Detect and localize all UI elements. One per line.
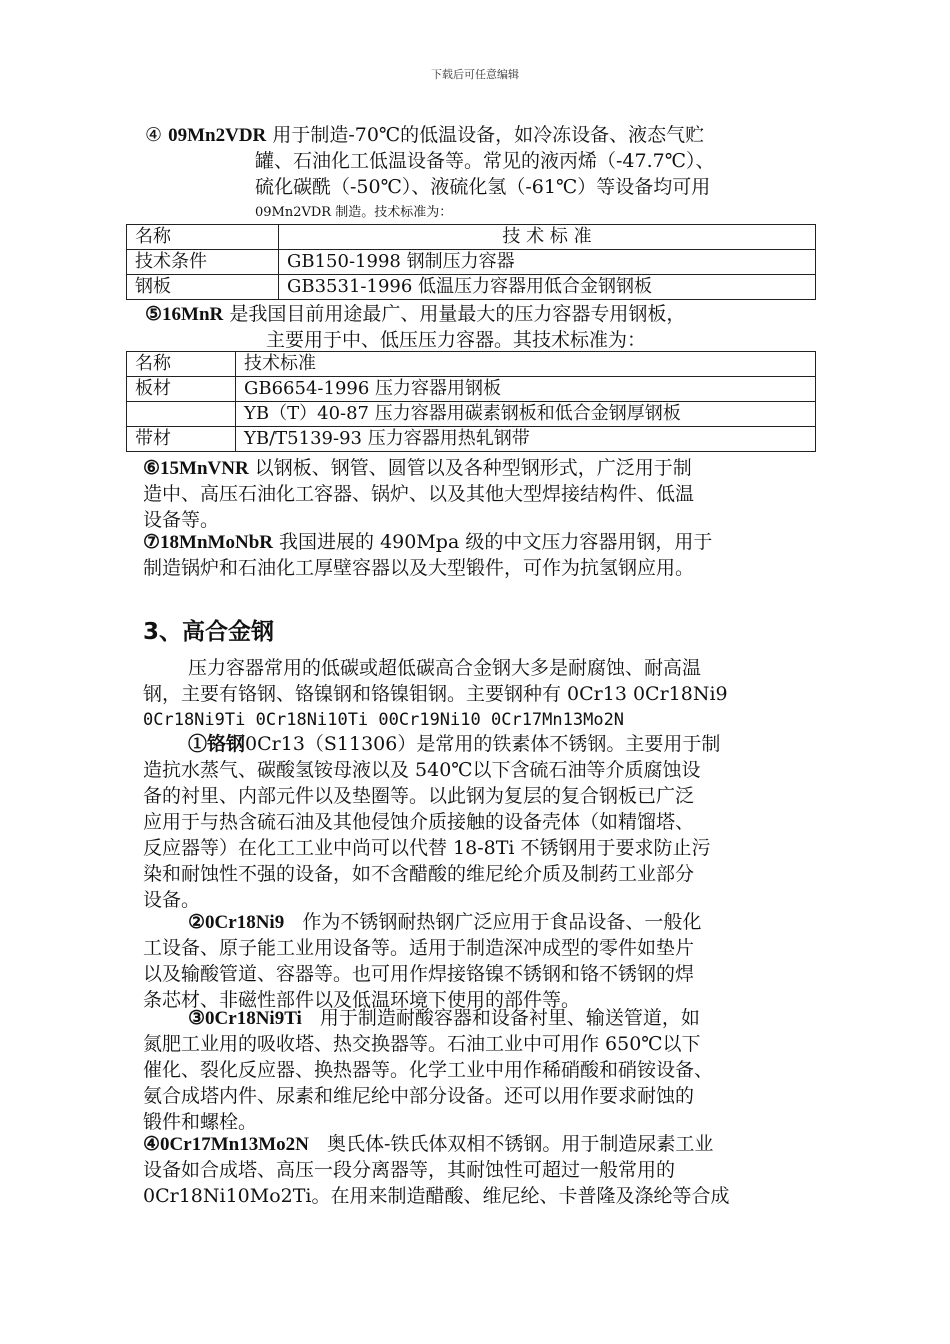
s1-line5: 反应器等）在化工工业中尚可以代替 18-8Ti 不锈钢用于要求防止污 bbox=[143, 837, 711, 859]
standards-table-2 bbox=[126, 351, 816, 452]
s3-line5: 锻件和螺栓。 bbox=[143, 1111, 258, 1133]
item6-line1 bbox=[143, 456, 692, 481]
item5-code: ⑤16MnR bbox=[145, 304, 224, 325]
table-cell: YB/T5139-93 压力容器用热轧钢带 bbox=[236, 427, 816, 452]
s3-line1 bbox=[188, 1006, 700, 1031]
s1-line7: 设备。 bbox=[143, 889, 201, 911]
s4-line2: 设备如合成塔、高压一段分离器等，其耐蚀性可超过一般常用的 bbox=[143, 1159, 676, 1181]
s3-line4: 氨合成塔内件、尿素和维尼纶中部分设备。还可以用作要求耐蚀的 bbox=[143, 1085, 695, 1107]
s3-line3: 催化、裂化反应器、换热器等。化学工业中用作稀硝酸和硝铵设备、 bbox=[143, 1059, 714, 1081]
table-cell: YB（T）40-87 压力容器用碳素钢板和低合金钢厚钢板 bbox=[236, 402, 816, 427]
item4-line1 bbox=[145, 123, 704, 148]
para1-line2: 钢，主要有铬钢、铬镍钢和铬镍钼钢。主要钢种有 0Cr13 0Cr18Ni9 bbox=[143, 683, 728, 705]
item4-num: ④ bbox=[145, 124, 163, 146]
para1-line3: 0Cr18Ni9Ti 0Cr18Ni10Ti 00Cr19Ni10 0Cr17Mn13Mo2N bbox=[143, 710, 625, 730]
table-cell: 技术条件 bbox=[127, 250, 279, 275]
s2-line2: 工设备、原子能工业用设备等。适用于制造深冲成型的零件如垫片 bbox=[143, 937, 695, 959]
s1-line6: 染和耐蚀性不强的设备，如不含醋酸的维尼纶介质及制药工业部分 bbox=[143, 863, 695, 885]
s3-lead: ③0Cr18Ni9Ti bbox=[188, 1008, 302, 1029]
table-cell: 技 术 标 准 bbox=[279, 225, 816, 250]
table-row bbox=[127, 377, 816, 402]
item4-text1: 用于制造-70℃的低温设备，如冷冻设备、液态气贮 bbox=[272, 124, 705, 146]
table-cell: 钢板 bbox=[127, 275, 279, 300]
item7-code: ⑦18MnMoNbR bbox=[143, 532, 273, 553]
item6-line3: 设备等。 bbox=[143, 509, 220, 531]
s1-line1 bbox=[188, 732, 720, 757]
s1-line4: 应用于与热含硫石油及其他侵蚀介质接触的设备壳体（如精馏塔、 bbox=[143, 811, 695, 833]
item5-line2: 主要用于中、低压压力容器。其技术标准为： bbox=[266, 329, 647, 351]
s1-line3: 备的衬里、内部元件以及垫圈等。以此钢为复层的复合钢板已广泛 bbox=[143, 785, 695, 807]
s2-line3: 以及输酸管道、容器等。也可用作焊接铬镍不锈钢和铬不锈钢的焊 bbox=[143, 963, 695, 985]
table-row bbox=[127, 352, 816, 377]
s1-line2: 造抗水蒸气、碳酸氢铵母液以及 540℃以下含硫石油等介质腐蚀设 bbox=[143, 759, 701, 781]
s3-line2: 氮肥工业用的吸收塔、热交换器等。石油工业中可用作 650℃以下 bbox=[143, 1033, 701, 1055]
table-cell: 名称 bbox=[127, 352, 236, 377]
table-row bbox=[127, 225, 816, 250]
item4-line2: 罐、石油化工低温设备等。常见的液丙烯（-47.7℃）、 bbox=[255, 150, 715, 172]
table-cell: 技术标准 bbox=[236, 352, 816, 377]
s4-line1 bbox=[143, 1132, 713, 1157]
para1-line1: 压力容器常用的低碳或超低碳高合金钢大多是耐腐蚀、耐高温 bbox=[188, 657, 702, 679]
s4-lead: ④0Cr17Mn13Mo2N bbox=[143, 1134, 309, 1155]
item4-line3: 硫化碳酰（-50℃）、液硫化氢（-61℃）等设备均可用 bbox=[255, 176, 711, 198]
table-cell bbox=[127, 402, 236, 427]
table-row bbox=[127, 250, 816, 275]
table-cell: GB6654-1996 压力容器用钢板 bbox=[236, 377, 816, 402]
s2-text1: 作为不锈钢耐热钢广泛应用于食品设备、一般化 bbox=[302, 911, 702, 933]
s2-line4: 条芯材、非磁性部件以及低温环境下使用的部件等。 bbox=[143, 989, 581, 1011]
s1-lead: ①铬钢 bbox=[188, 734, 246, 755]
table-cell: 板材 bbox=[127, 377, 236, 402]
s4-line3: 0Cr18Ni10Mo2Ti。在用来制造醋酸、维尼纶、卡普隆及涤纶等合成 bbox=[143, 1185, 730, 1207]
s4-text1: 奥氏体-铁氏体双相不锈钢。用于制造尿素工业 bbox=[326, 1133, 714, 1155]
table-cell: 名称 bbox=[127, 225, 279, 250]
table-row bbox=[127, 275, 816, 300]
standards-table-1 bbox=[126, 224, 816, 300]
table-cell: GB150-1998 钢制压力容器 bbox=[279, 250, 816, 275]
item4-code: 09Mn2VDR bbox=[168, 125, 267, 146]
table-cell: GB3531-1996 低温压力容器用低合金钢钢板 bbox=[279, 275, 816, 300]
s3-text1: 用于制造耐酸容器和设备衬里、输送管道，如 bbox=[319, 1007, 700, 1029]
s2-line1 bbox=[188, 910, 701, 935]
table-cell: 带材 bbox=[127, 427, 236, 452]
table-row bbox=[127, 402, 816, 427]
item6-text1: 以钢板、钢管、圆管以及各种型钢形式，广泛用于制 bbox=[254, 457, 692, 479]
item7-line1 bbox=[143, 530, 712, 555]
section-heading: 3、高合金钢 bbox=[143, 619, 275, 645]
item4-line4: 09Mn2VDR 制造。技术标准为： bbox=[255, 205, 453, 220]
item6-code: ⑥15MnVNR bbox=[143, 458, 249, 479]
item5-text1: 是我国目前用途最广、用量最大的压力容器专用钢板， bbox=[229, 303, 686, 325]
item7-text1: 我国进展的 490Mpa 级的中文压力容器用钢，用于 bbox=[279, 531, 713, 553]
s2-lead: ②0Cr18Ni9 bbox=[188, 912, 285, 933]
s1-text1: 0Cr13（S11306）是常用的铁素体不锈钢。主要用于制 bbox=[245, 733, 721, 755]
item5-line1 bbox=[145, 302, 685, 327]
table-row bbox=[127, 427, 816, 452]
item6-line2: 造中、高压石油化工容器、锅炉、以及其他大型焊接结构件、低温 bbox=[143, 483, 695, 505]
item7-line2: 制造锅炉和石油化工厚壁容器以及大型锻件，可作为抗氢钢应用。 bbox=[143, 557, 695, 579]
page-header: 下载后可任意编辑 bbox=[431, 68, 519, 81]
